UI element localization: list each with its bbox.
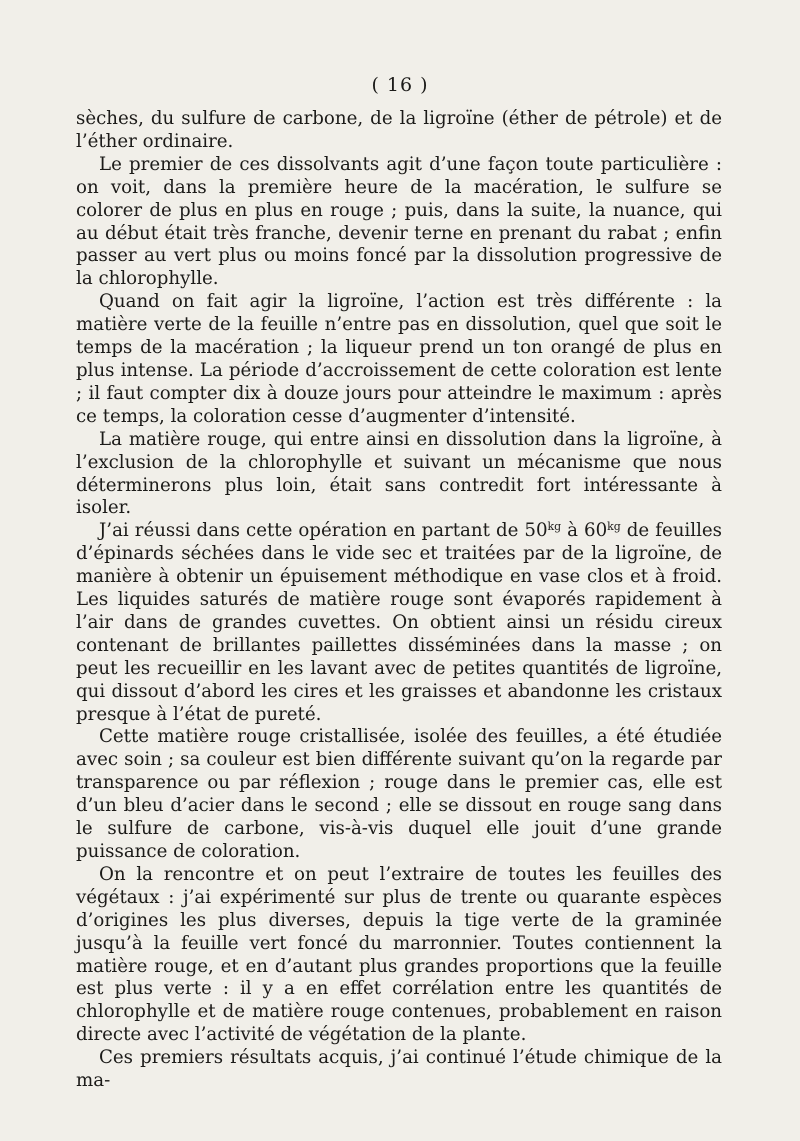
paragraph-1: sèches, du sulfure de carbone, de la ligroïne (éther de pétrole) et de l’éther ordinaire. xyxy=(76,108,722,152)
paragraph-5 xyxy=(76,520,722,726)
unit-kg-1: kg xyxy=(547,520,562,534)
paragraph-5-text-before: J’ai réussi dans cette opération en partant de 50 xyxy=(99,520,548,542)
paragraph-6: Cette matière rouge cristallisée, isolée des feuilles, a été étudiée avec soin ; sa couleur est bien différente suivant qu’on la regarde par transparence ou par réflexion ; rouge dans le premier cas, elle est d’un bleu d’acier dans le second ; elle se dissout en rouge sang dans le sulfure de carbone, vis-à-vis duquel elle jouit d’une grande puissance de coloration. xyxy=(76,726,722,862)
body-text xyxy=(76,108,722,1093)
paragraph-5-text-middle: à 60 xyxy=(561,520,608,542)
paragraph-2: Le premier de ces dissolvants agit d’une façon toute particulière : on voit, dans la première heure de la macération, le sulfure se colorer de plus en plus en rouge ; puis, dans la suite, la nuance, qui au début était très franche, devenir terne en prenant du rabat ; enfin passer au vert plus ou moins foncé par la dissolution progressive de la chlorophylle. xyxy=(76,153,722,290)
paragraph-5-text-after: de feuilles d’épinards séchées dans le vide sec et traitées par de la ligroïne, de manière à obtenir un épuisement méthodique en vase clos et à froid. Les liquides saturés de matière rouge sont évaporés rapidement à l’air dans de grandes cuvettes. On obtient ainsi un résidu cireux contenant de brillantes paillettes disséminées dans la masse ; on peut les recueillir en les lavant avec de petites quantités de ligroïne, qui dissout d’abord les cires et les graisses et abandonne les cristaux presque à l’état de pureté. xyxy=(76,520,722,725)
unit-kg-2: kg xyxy=(607,520,621,534)
paragraph-3: Quand on fait agir la ligroïne, l’action est très différente : la matière verte de la feuille n’entre pas en dissolution, quel que soit le temps de la macération ; la liqueur prend un ton orangé de plus en plus intense. La période d’accroissement de cette coloration est lente ; il faut compter dix à douze jours pour atteindre le maximum : après ce temps, la coloration cesse d’augmenter d’intensité. xyxy=(76,291,722,427)
page-number: ( 16 ) xyxy=(371,74,429,96)
paragraph-8: Ces premiers résultats acquis, j’ai continué l’étude chimique de la ma- xyxy=(76,1047,722,1092)
paragraph-7: On la rencontre et on peut l’extraire de toutes les feuilles des végétaux : j’ai expérimenté sur plus de trente ou quarante espèces d’origines les plus diverses, depuis la tige verte de la graminée jusqu’à la feuille vert foncé du marronnier. Toutes contiennent la matière rouge, et en d’autant plus grandes proportions que la feuille est plus verte : il y a en effet corrélation entre les quantités de chlorophylle et de matière rouge contenues, probablement en raison directe avec l’activité de végétation de la plante. xyxy=(76,863,722,1046)
paragraph-4: La matière rouge, qui entre ainsi en dissolution dans la ligroïne, à l’exclusion de la chlorophylle et suivant un mécanisme que nous déterminerons plus loin, était sans contredit fort intéressante à isoler. xyxy=(76,428,722,519)
